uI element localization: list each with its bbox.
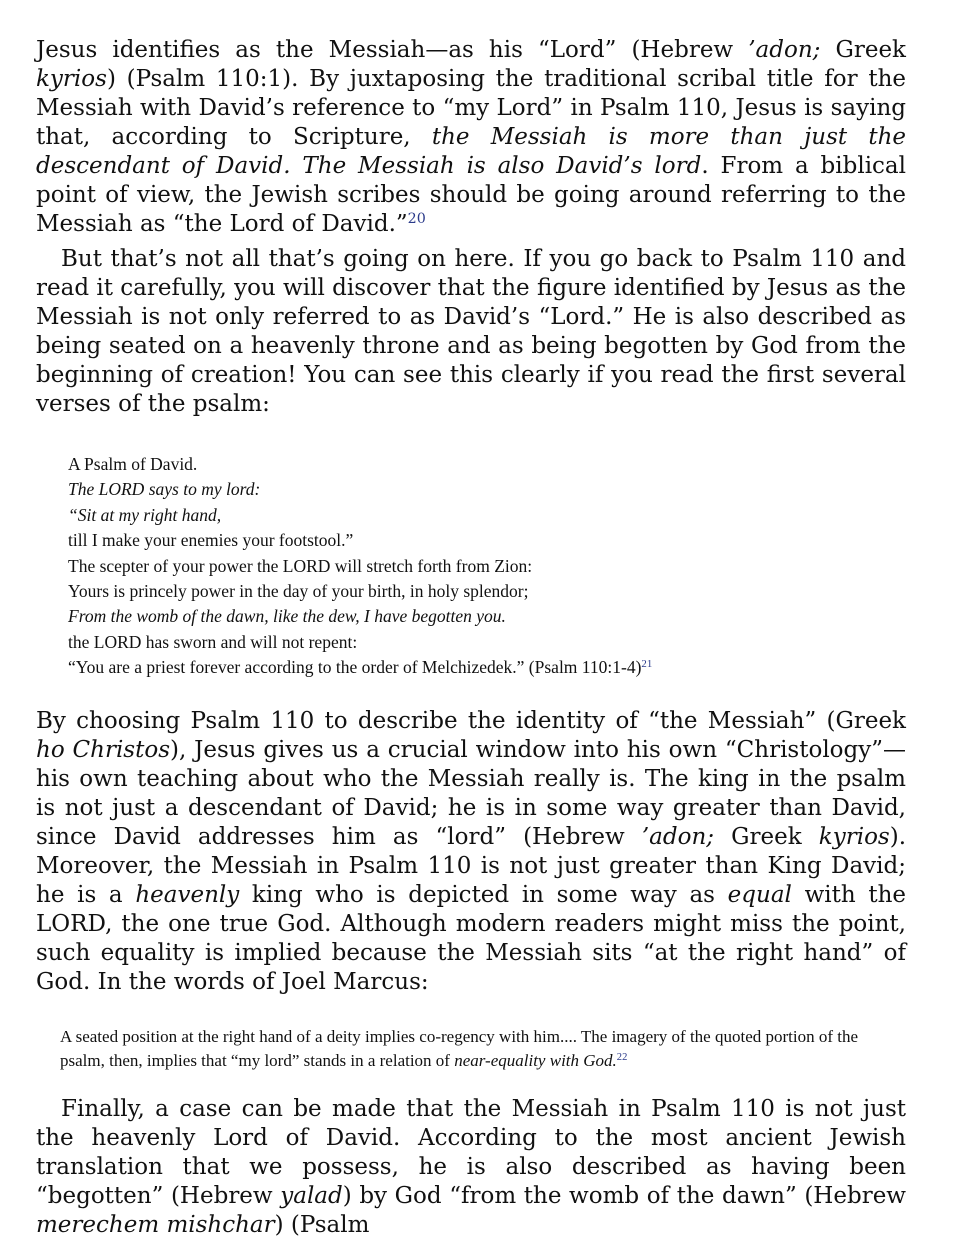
psalm-line: The LORD says to my lord: bbox=[68, 479, 261, 500]
joel-marcus-quotation: A seated position at the right hand of a deity implies co-regency with him.... The imagery of the quoted portion of the psalm, then, implies that “my lord” stands in a relation of near-equality with God.$^{22}$ bbox=[60, 1026, 859, 1070]
footnote-ref-20[interactable]: 20 bbox=[407, 211, 426, 228]
psalm-line: till I make your enemies your footstool.” bbox=[68, 530, 354, 551]
psalm-line: A Psalm of David. bbox=[68, 454, 198, 474]
footnote-ref-21[interactable]: 21 bbox=[641, 658, 653, 671]
psalm-line: “You are a priest forever according to the order of Melchizedek.” (Psalm 110:1-4)$^{21}$ bbox=[68, 657, 653, 678]
psalm-line: The scepter of your power the LORD will stretch forth from Zion: bbox=[68, 555, 533, 576]
psalm-line: Yours is princely power in the day of your birth, in holy splendor; bbox=[68, 581, 529, 602]
paragraph-christology: By choosing Psalm 110 to describe the identity of “the Messiah” (Greek ho Christos), Jesus gives us a crucial window into his own “Christology”—his own teaching about who the Messiah really is. The king in the psalm is not just a descendant of David; he is in some way greater than David, since David addresses him as “lord” (Hebrew ’adon; Greek kyrios). Moreover, the Messiah in Psalm 110 is not just greater than King David; he is a heavenly king who is depicted in some way as equal with the LORD, the one true God. Although modern readers might miss the point, such equality is implied because the Messiah sits “at the right hand” of God. In the words of Joel Marcus: bbox=[36, 707, 907, 995]
paragraph-begotten: Finally, a case can be made that the Messiah in Psalm 110 is not just the heavenly Lord of David. According to the most ancient Jewish translation that we possess, he is also described as having been “begotten” (Hebrew yalad) by God “from the womb of the dawn” (Hebrew merechem mishchar) (Psalm bbox=[36, 1095, 906, 1238]
psalm-line: the LORD has sworn and will not repent: bbox=[68, 631, 358, 652]
footnote-ref-22[interactable]: 22 bbox=[616, 1051, 628, 1063]
psalm-110-quotation bbox=[68, 452, 906, 681]
paragraph-messiah-lord: Jesus identifies as the Messiah—as his “Lord” (Hebrew ’adon; Greek kyrios) (Psalm 110:1). By juxtaposing the traditional scribal title for the Messiah with David’s reference to “my Lord” in Psalm 110, Jesus is saying that, according to Scripture, the Messiah is more than just the descendant of David. The Messiah is also David’s lord. From a biblical point of view, the Jewish scribes should be going around referring to the Messiah as “the Lord of David.”$^{20}$ bbox=[36, 37, 907, 237]
book-page bbox=[36, 36, 906, 1240]
paragraph-heavenly-throne: But that’s not all that’s going on here. If you go back to Psalm 110 and read it carefully, you will discover that the figure identified by Jesus as the Messiah is not only referred to as David’s “Lord.” He is also described as being seated on a heavenly throne and as being begotten by God from the beginning of creation! You can see this clearly if you read the first several verses of the psalm: bbox=[36, 246, 906, 417]
psalm-line: From the womb of the dawn, like the dew, I have begotten you. bbox=[68, 606, 506, 627]
psalm-line: “Sit at my right hand, bbox=[68, 504, 222, 525]
